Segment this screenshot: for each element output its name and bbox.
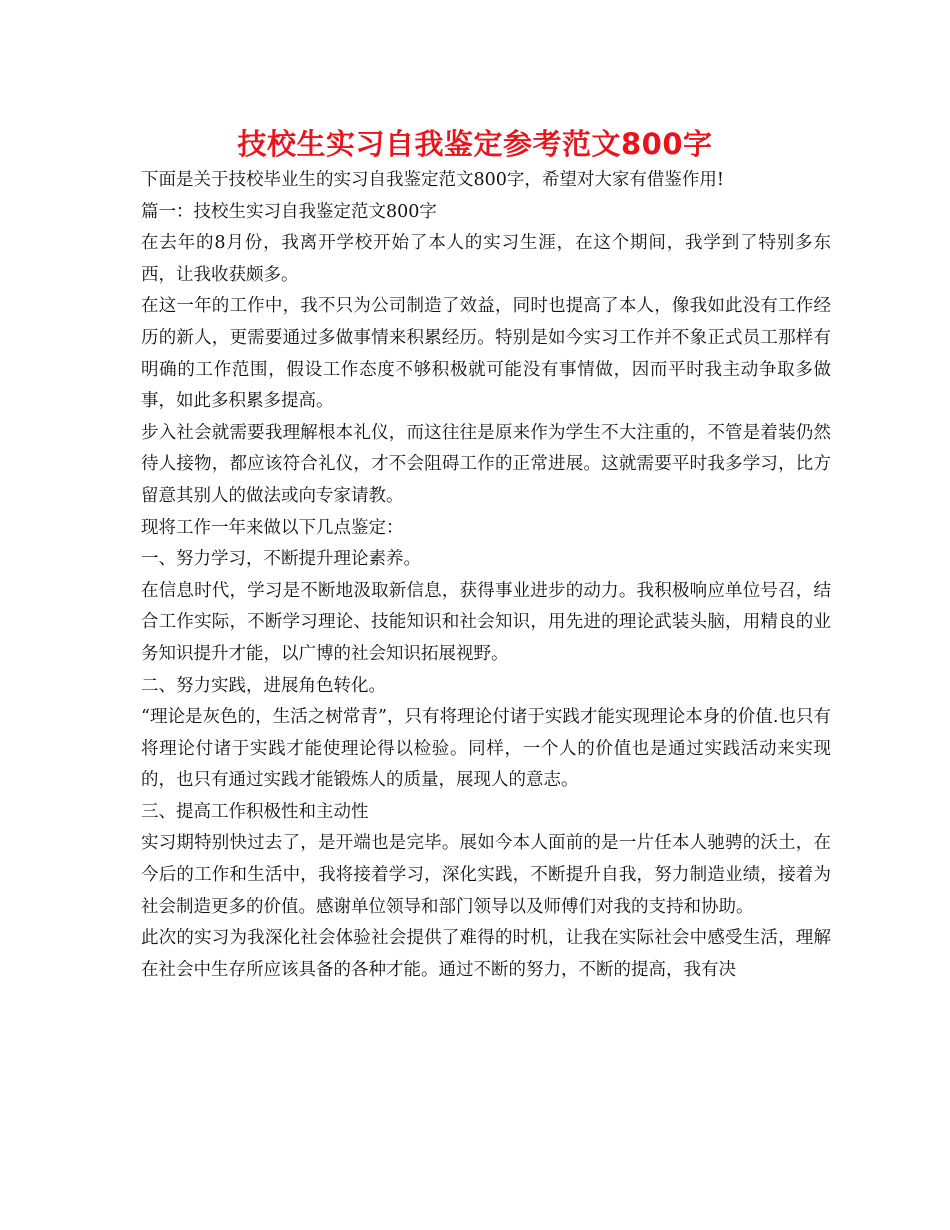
subheading-3: 三、提高工作积极性和主动性: [141, 801, 369, 822]
paragraph: 在去年的8月份，我离开学校开始了本人的实习生涯，在这个期间，我学到了特别多东西，让我收获颇多。: [141, 233, 831, 285]
paragraph-intro: 下面是关于技校毕业生的实习自我鉴定范文800字，希望对大家有借鉴作用!: [141, 170, 724, 190]
document-body: [141, 165, 831, 986]
paragraph: “理论是灰色的，生活之树常青”，只有将理论付诸于实践才能实现理论本身的价值.也只有将理论付诸于实践才能使理论得以检验。同样，一个人的价值也是通过实践活动来实现的，也只有通过实践才能锻炼人的质量，展现人的意志。: [141, 707, 831, 791]
document-title: 技校生实习自我鉴定参考范文800字: [237, 127, 713, 161]
subheading-2: 二、努力实践，进展角色转化。: [141, 675, 386, 696]
paragraph: 现将工作一年来做以下几点鉴定：: [141, 517, 404, 538]
paragraph: 在这一年的工作中，我不只为公司制造了效益，同时也提高了本人，像我如此没有工作经历的新人，更需要通过多做事情来积累经历。特别是如今实习工作并不象正式员工那样有明确的工作范围，假设工作态度不够积极就可能没有事情做，因而平时我主动争取多做事，如此多积累多提高。: [141, 296, 831, 412]
paragraph-section-heading: 篇一：技校生实习自我鉴定范文800字: [141, 201, 437, 222]
paragraph: 实习期特别快过去了，是开端也是完毕。展如今本人面前的是一片任本人驰骋的沃土，在今后的工作和生活中，我将接着学习，深化实践，不断提升自我，努力制造业绩，接着为社会制造更多的价值。感谢单位领导和部门领导以及师傅们对我的支持和协助。: [141, 833, 831, 917]
paragraph: 此次的实习为我深化社会体验社会提供了难得的时机，让我在实际社会中感受生活，理解在社会中生存所应该具备的各种才能。通过不断的努力，不断的提高，我有决: [141, 928, 831, 980]
paragraph: 在信息时代，学习是不断地汲取新信息，获得事业进步的动力。我积极响应单位号召，结合工作实际，不断学习理论、技能知识和社会知识，用先进的理论武装头脑，用精良的业务知识提升才能，以广博的社会知识拓展视野。: [141, 580, 831, 664]
paragraph: 步入社会就需要我理解根本礼仪，而这往往是原来作为学生不大注重的，不管是着装仍然待人接物，都应该符合礼仪，才不会阻碍工作的正常进展。这就需要平时我多学习，比方留意其别人的做法或向专家请教。: [141, 422, 831, 506]
subheading-1: 一、努力学习，不断提升理论素养。: [141, 549, 421, 570]
